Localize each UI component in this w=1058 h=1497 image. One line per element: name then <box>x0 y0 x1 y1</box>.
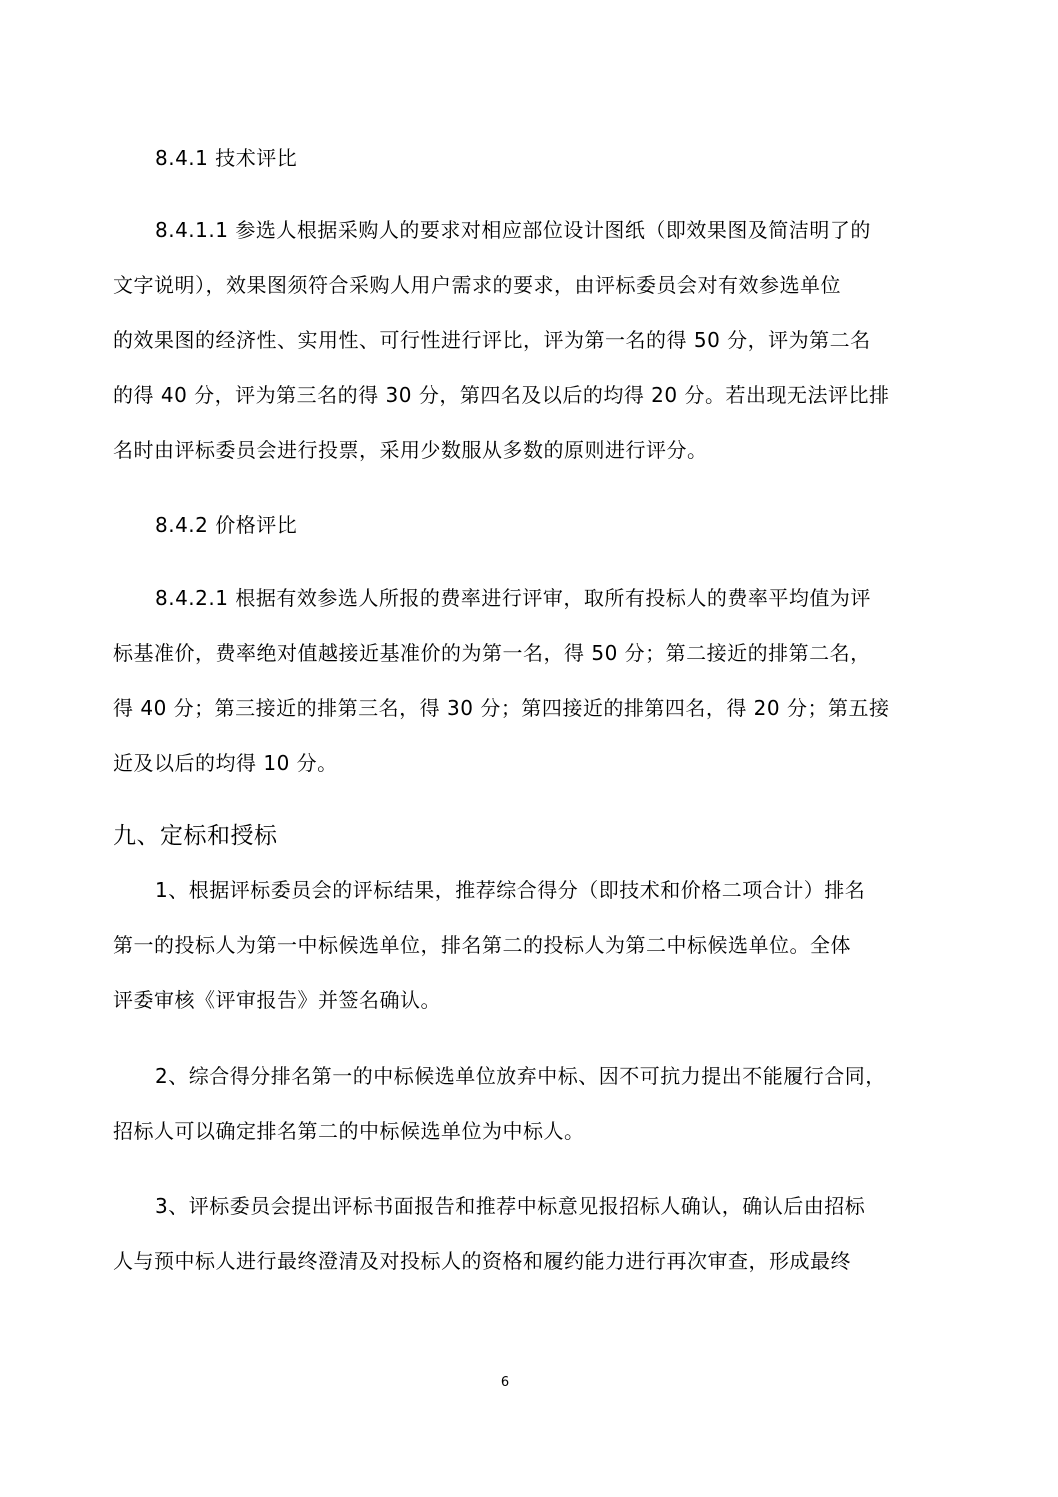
subsection-title-8-4-1: 8.4.1 技术评比 <box>155 146 298 170</box>
paragraph-line: 第一的投标人为第一中标候选单位，排名第二的投标人为第二中标候选单位。全体 <box>113 933 851 957</box>
paragraph-line: 招标人可以确定排名第二的中标候选单位为中标人。 <box>113 1119 585 1143</box>
page-number: 6 <box>500 1375 510 1390</box>
paragraph-line: 的效果图的经济性、实用性、可行性进行评比，评为第一名的得 50 分，评为第二名 <box>113 328 871 352</box>
paragraph-line: 1、根据评标委员会的评标结果，推荐综合得分（即技术和价格二项合计）排名 <box>155 878 866 902</box>
paragraph-line: 名时由评标委员会进行投票，采用少数服从多数的原则进行评分。 <box>113 438 708 462</box>
paragraph-line: 标基准价，费率绝对值越接近基准价的为第一名，得 50 分；第二接近的排第二名， <box>113 641 871 665</box>
subsection-title-8-4-2: 8.4.2 价格评比 <box>155 513 298 537</box>
paragraph-line: 8.4.1.1 参选人根据采购人的要求对相应部位设计图纸（即效果图及简洁明了的 <box>155 218 871 242</box>
paragraph-line: 评委审核《评审报告》并签名确认。 <box>113 988 441 1012</box>
paragraph-line: 人与预中标人进行最终澄清及对投标人的资格和履约能力进行再次审查，形成最终 <box>113 1249 851 1273</box>
paragraph-line: 文字说明），效果图须符合采购人用户需求的要求，由评标委员会对有效参选单位 <box>113 273 841 297</box>
paragraph-line: 8.4.2.1 根据有效参选人所报的费率进行评审，取所有投标人的费率平均值为评 <box>155 586 871 610</box>
paragraph-line: 2、综合得分排名第一的中标候选单位放弃中标、因不可抗力提出不能履行合同， <box>155 1064 886 1088</box>
paragraph-line: 近及以后的均得 10 分。 <box>113 751 338 775</box>
paragraph-line: 3、评标委员会提出评标书面报告和推荐中标意见报招标人确认，确认后由招标 <box>155 1194 866 1218</box>
paragraph-line: 得 40 分；第三接近的排第三名，得 30 分；第四接近的排第四名，得 20 分；第五接 <box>113 696 890 720</box>
paragraph-line: 的得 40 分，评为第三名的得 30 分，第四名及以后的均得 20 分。若出现无法评比排 <box>113 383 890 407</box>
section-heading-9: 九、定标和授标 <box>113 823 278 849</box>
